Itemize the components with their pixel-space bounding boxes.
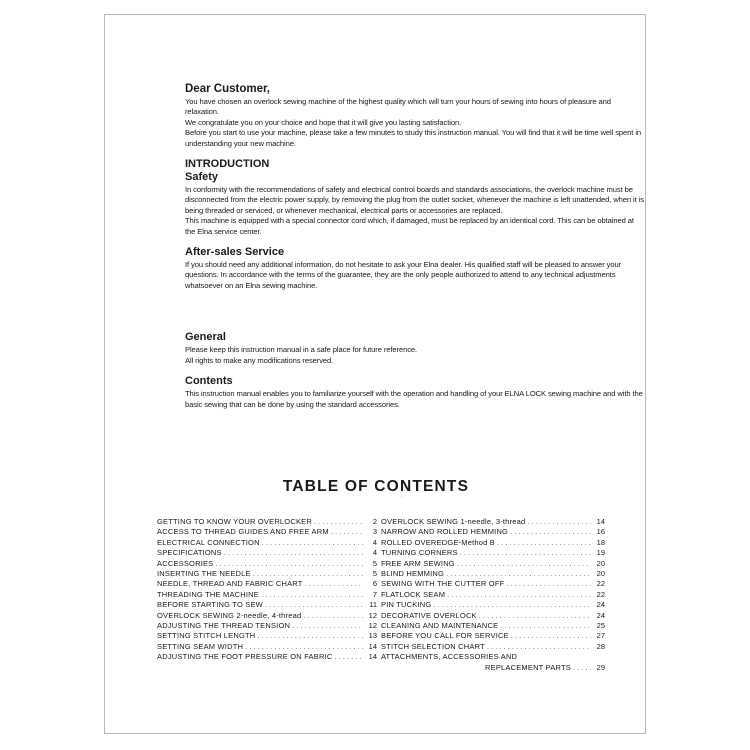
toc-entry	[157, 642, 377, 652]
toc-entry-label: BEFORE YOU CALL FOR SERVICE	[381, 631, 509, 641]
toc-entry-continuation	[381, 663, 605, 673]
toc-entry-page: 18	[596, 537, 605, 547]
toc-entry	[157, 631, 377, 641]
toc-entry-page: 4	[372, 537, 377, 547]
toc-entry-page: 5	[372, 569, 377, 579]
toc-leader-dots	[301, 611, 363, 621]
toc-entry	[157, 590, 377, 600]
toc-entry-page: 25	[596, 621, 605, 631]
toc-entry-page: 13	[368, 631, 377, 641]
letter-section	[185, 83, 645, 149]
toc-entry-label: ACCESS TO THREAD GUIDES AND FREE ARM	[157, 527, 329, 537]
greeting: Dear Customer,	[185, 83, 271, 95]
toc-leader-dots	[495, 538, 591, 548]
toc-entry	[157, 621, 377, 631]
toc-entry-label: FLATLOCK SEAM	[381, 589, 446, 599]
toc-entry	[381, 548, 605, 558]
toc-entry	[157, 559, 377, 569]
toc-entry-label: SPECIFICATIONS	[157, 548, 222, 558]
toc-leader-dots	[263, 600, 363, 610]
toc-entry-label: ACCESSORIES	[157, 558, 214, 568]
toc-entry-page: 19	[596, 548, 605, 558]
toc-entry-page: 7	[372, 589, 377, 599]
introduction-section	[185, 158, 645, 237]
toc-leader-dots	[458, 548, 591, 558]
toc-entry-label: BLIND HEMMING	[381, 569, 445, 579]
toc-entry-page: 14	[368, 652, 377, 662]
toc-entry-label: TURNING CORNERS	[381, 548, 458, 558]
toc-entry	[381, 631, 605, 641]
toc-entry-label: ADJUSTING THE FOOT PRESSURE ON FABRIC	[157, 652, 333, 662]
toc-leader-dots	[571, 663, 591, 673]
toc-leader-dots	[445, 590, 591, 600]
toc-leader-dots	[251, 569, 363, 579]
toc-entry	[157, 548, 377, 558]
toc-leader-dots	[303, 579, 363, 589]
toc-leader-dots	[431, 600, 591, 610]
contents-heading: Contents	[185, 375, 233, 388]
toc-entry-page: 12	[368, 621, 377, 631]
toc-entry-label: GETTING TO KNOW YOUR OVERLOCKER	[157, 517, 312, 526]
after-sales-section	[185, 246, 645, 291]
toc-leader-dots	[504, 579, 591, 589]
toc-leader-dots	[498, 621, 591, 631]
toc-entry	[381, 517, 605, 527]
toc-title: TABLE OF CONTENTS	[282, 478, 470, 495]
toc-leader-dots	[222, 548, 363, 558]
toc-entry-page: 2	[372, 517, 377, 526]
toc-entry-page: 29	[596, 662, 605, 672]
toc-leader-dots	[259, 590, 363, 600]
letter-paragraph: We congratulate you on your choice and hope that it will give you lasting satisfaction.	[185, 117, 462, 127]
letter-paragraph: You have chosen an overlock sewing machine of the highest quality which will turn your hours of sewing into hours of pleasure and relaxation.	[185, 97, 611, 117]
toc-leader-dots	[509, 631, 591, 641]
toc-entry-label: INSERTING THE NEEDLE	[157, 569, 251, 579]
toc-entry-label: PIN TUCKING	[381, 600, 432, 610]
toc-entry	[381, 590, 605, 600]
toc-entry-page: 5	[372, 558, 377, 568]
contents-section	[185, 375, 645, 410]
toc-entry-label: DECORATIVE OVERLOCK	[381, 610, 477, 620]
toc-leader-dots	[444, 569, 591, 579]
safety-heading: Safety	[185, 171, 219, 184]
toc-entry-page: 14	[368, 641, 377, 651]
toc-entry-label: SETTING STITCH LENGTH	[157, 631, 256, 641]
manual-page	[104, 14, 646, 734]
after-sales-text: If you should need any additional information, do not hesitate to ask your Elna dealer. His qualified staff will be pleased to answer your questions. In accordance with the terms of the guarantee, they are the only people authorized to attend to any technical adjustments whatsoever on an Elna sewing machine.	[185, 260, 622, 290]
toc-entry	[381, 611, 605, 621]
toc-entry	[381, 559, 605, 569]
toc-entry-page: 27	[596, 631, 605, 641]
toc-entry	[157, 652, 377, 662]
toc-entry-label: ELECTRICAL CONNECTION	[157, 537, 260, 547]
toc-entry	[381, 538, 605, 548]
toc-entry-label: NARROW AND ROLLED HEMMING	[381, 527, 509, 537]
toc-entry-label: SEWING WITH THE CUTTER OFF	[381, 579, 505, 589]
after-sales-heading: After-sales Service	[185, 246, 285, 259]
toc-entry	[381, 579, 605, 589]
general-section	[185, 331, 645, 366]
toc-entry-label: BEFORE STARTING TO SEW	[157, 600, 263, 610]
contents-text: This instruction manual enables you to familiarize yourself with the operation and handling of your ELNA LOCK sewing machine and with the basic sewing that can be done by using the standard accessories.	[185, 389, 643, 409]
toc-entry	[157, 517, 377, 527]
toc-leader-dots	[312, 517, 363, 527]
toc-leader-dots	[525, 517, 591, 527]
toc-leader-dots	[332, 652, 363, 662]
toc-leader-dots	[255, 631, 363, 641]
toc-entry-label: ADJUSTING THE THREAD TENSION	[157, 621, 291, 631]
toc-entry-label: NEEDLE, THREAD AND FABRIC CHART	[157, 579, 303, 589]
toc-entry-page: 14	[596, 517, 605, 526]
toc-entry-page: 4	[372, 548, 377, 558]
toc-entry	[157, 579, 377, 589]
toc-leader-dots	[477, 611, 591, 621]
general-line: Please keep this instruction manual in a safe place for future reference.	[185, 345, 418, 355]
toc-entry-page: 24	[596, 600, 605, 610]
toc-entry-label: OVERLOCK SEWING 2-needle, 4-thread	[157, 610, 302, 620]
toc-leader-dots	[455, 559, 591, 569]
toc-entry-page: 20	[596, 558, 605, 568]
toc-entry	[157, 569, 377, 579]
toc-entry-page: 6	[372, 579, 377, 589]
toc-left-column	[157, 517, 377, 663]
toc-entry-label: SETTING SEAM WIDTH	[157, 641, 244, 651]
toc-leader-dots	[485, 642, 591, 652]
toc-entry-label: ROLLED OVEREDGE-Method B	[381, 537, 496, 547]
toc-entry	[157, 527, 377, 537]
general-line: All rights to make any modifications reserved.	[185, 355, 334, 365]
toc-entry-label: CLEANING AND MAINTENANCE	[381, 621, 499, 631]
toc-entry	[381, 621, 605, 631]
toc-entry-page: 22	[596, 589, 605, 599]
toc-entry-label: ATTACHMENTS, ACCESSORIES AND	[381, 652, 518, 662]
toc-entry-page: 22	[596, 579, 605, 589]
safety-paragraph: This machine is equipped with a special connector cord which, if damaged, must be replaced by an identical cord. This can be obtained at the Elna service center.	[185, 216, 634, 236]
toc-leader-dots	[290, 621, 363, 631]
toc-entry-page: 20	[596, 569, 605, 579]
toc-entry	[157, 600, 377, 610]
toc-right-column	[381, 517, 605, 673]
toc-entry-page: 11	[369, 600, 377, 610]
toc-entry	[381, 642, 605, 652]
general-heading: General	[185, 331, 226, 344]
toc-entry-page: 16	[596, 527, 605, 537]
toc-leader-dots	[329, 527, 363, 537]
safety-paragraph: In conformity with the recommendations of safety and electrical control boards and standards associations, the overlock machine must be disconnected from the electric power supply, by removing the plug from the outlet socket, whenever the machine is left unattended, when it is being threaded or serviced, or whenever mechanical, electrical parts or accessories are replaced.	[185, 185, 644, 215]
toc-entry	[381, 652, 605, 662]
toc-leader-dots	[508, 527, 591, 537]
toc-entry-page: 3	[372, 527, 377, 537]
toc-leader-dots	[260, 538, 363, 548]
toc-entry	[157, 538, 377, 548]
introduction-heading: INTRODUCTION	[185, 158, 270, 171]
intro-text	[185, 83, 645, 419]
toc-entry	[157, 611, 377, 621]
letter-paragraph: Before you start to use your machine, please take a few minutes to study this instruction manual. You will find that it will be time well spent in understanding your new machine.	[185, 128, 642, 148]
toc-entry-label: STITCH SELECTION CHART	[381, 641, 485, 651]
toc-entry-page: 12	[368, 610, 377, 620]
toc-entry-page: 24	[596, 610, 605, 620]
toc-entry-label: THREADING THE MACHINE	[157, 589, 259, 599]
toc-leader-dots	[243, 642, 363, 652]
toc-entry	[381, 527, 605, 537]
toc-entry	[381, 600, 605, 610]
toc-entry-label: FREE ARM SEWING	[381, 558, 455, 568]
print-speck: ’	[401, 496, 403, 502]
toc-leader-dots	[213, 559, 363, 569]
toc-entry-label: OVERLOCK SEWING 1-needle, 3-thread	[381, 517, 526, 526]
toc-entry-label: REPLACEMENT PARTS	[485, 662, 571, 672]
toc-entry	[381, 569, 605, 579]
toc-entry-page: 28	[596, 641, 605, 651]
